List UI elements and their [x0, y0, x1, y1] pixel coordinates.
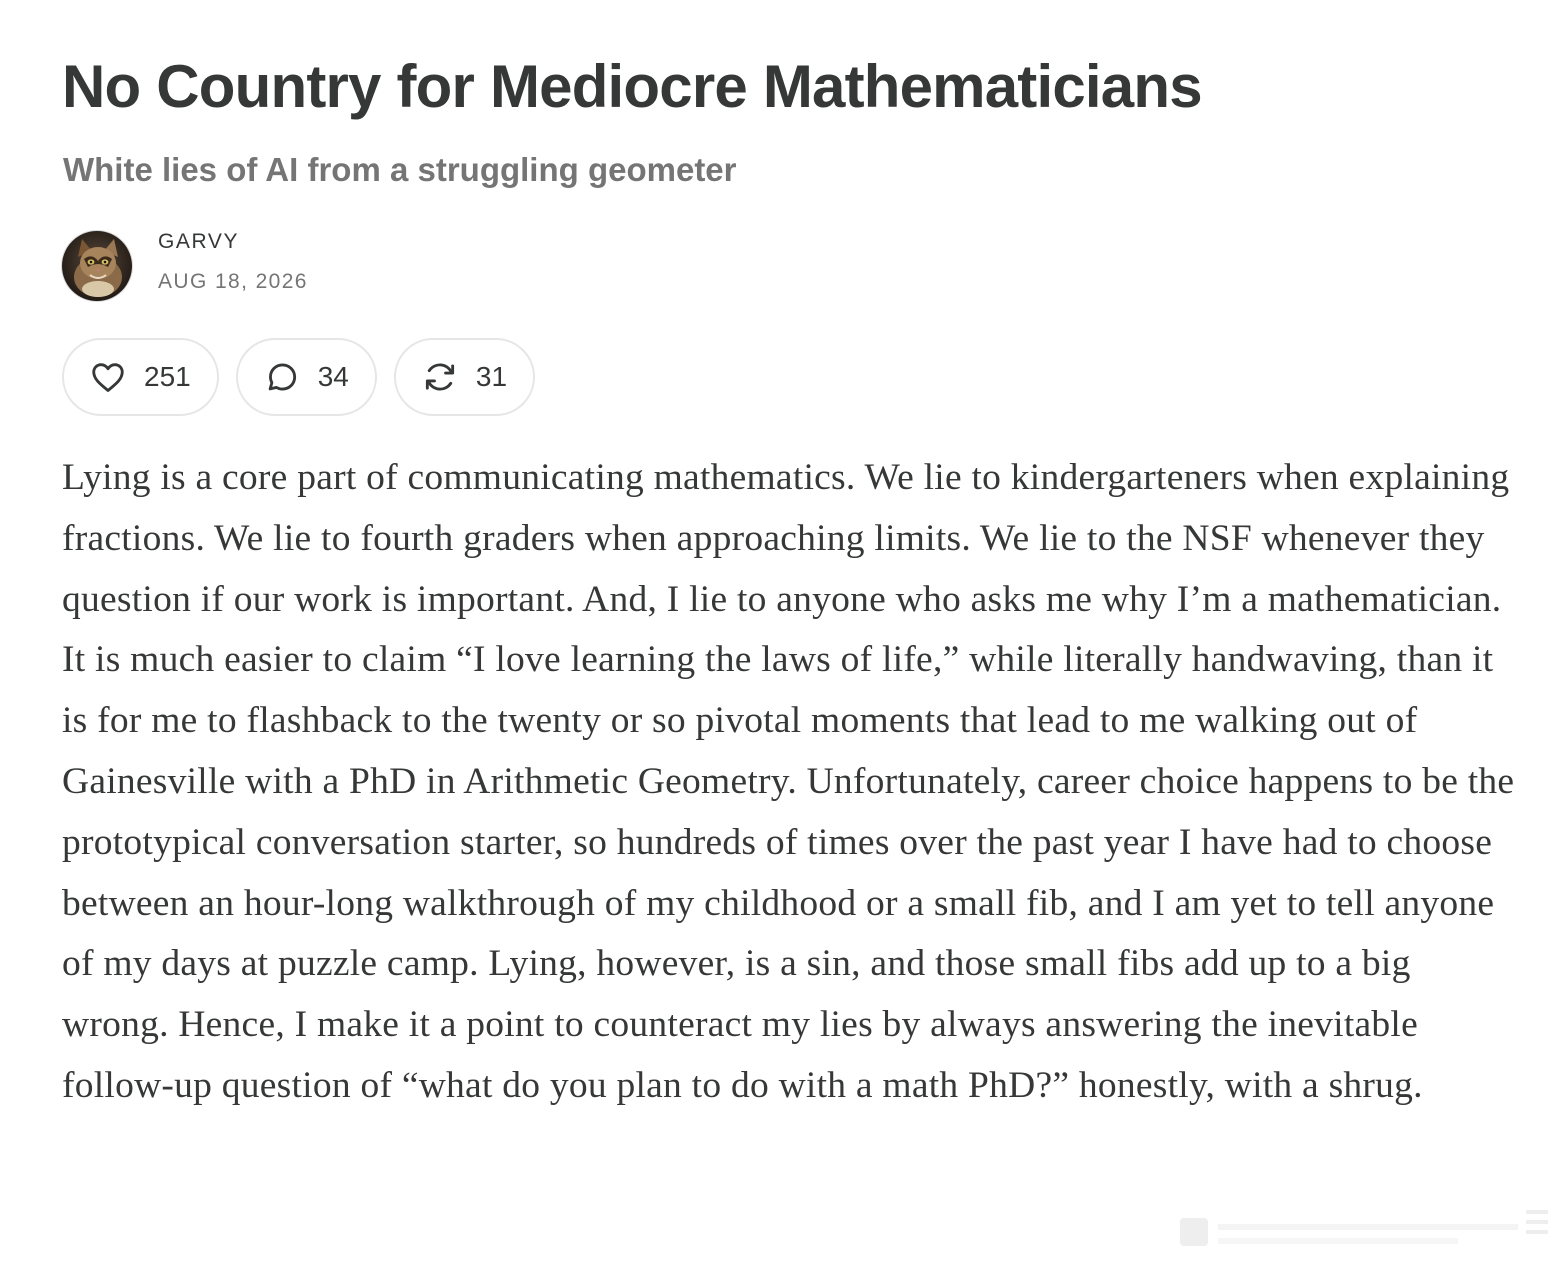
avatar[interactable] — [62, 231, 132, 301]
author-meta — [158, 229, 308, 295]
like-button[interactable] — [62, 338, 219, 416]
post-date: AUG 18, 2026 — [158, 270, 308, 293]
watermark-graphic — [1170, 1200, 1554, 1256]
post-body-paragraph: Lying is a core part of communicating mathematics. We lie to kindergarteners when explaining fractions. We lie to fourth graders when approaching limits. We lie to the NSF whenever they question if our work is important. And, I lie to anyone who asks me why I’m a mathematician. It is much easier to claim “I love learning the laws of life,” while literally handwaving, than it is for me to flashback to the twenty or so pivotal moments that lead to me walking out of Gainesville with a PhD in Arithmetic Geometry. Unfortunately, career choice happens to be the prototypical conversation starter, so hundreds of times over the past year I have had to choose between an hour-long walkthrough of my childhood or a small fib, and I am yet to tell anyone of my days at puzzle camp. Lying, however, is a sin, and those small fibs add up to a big wrong. Hence, I make it a point to counteract my lies by always answering the inevitable follow-up question of “what do you plan to do with a math PhD?” honestly, with a shrug. — [62, 457, 1515, 1106]
byline — [62, 230, 308, 302]
restack-arrows-icon — [420, 357, 460, 397]
author-name[interactable]: GARVY — [158, 230, 240, 253]
comment-button[interactable] — [236, 338, 377, 416]
comment-bubble-icon — [262, 357, 302, 397]
restack-button[interactable] — [394, 338, 535, 416]
like-count: 251 — [144, 361, 191, 392]
restack-count: 31 — [475, 361, 508, 392]
post-title: No Country for Mediocre Mathematicians — [62, 53, 1202, 120]
post-subtitle: White lies of AI from a struggling geometer — [63, 151, 737, 188]
heart-icon — [88, 357, 128, 397]
post-actions — [62, 338, 535, 416]
comment-count: 34 — [317, 361, 349, 392]
